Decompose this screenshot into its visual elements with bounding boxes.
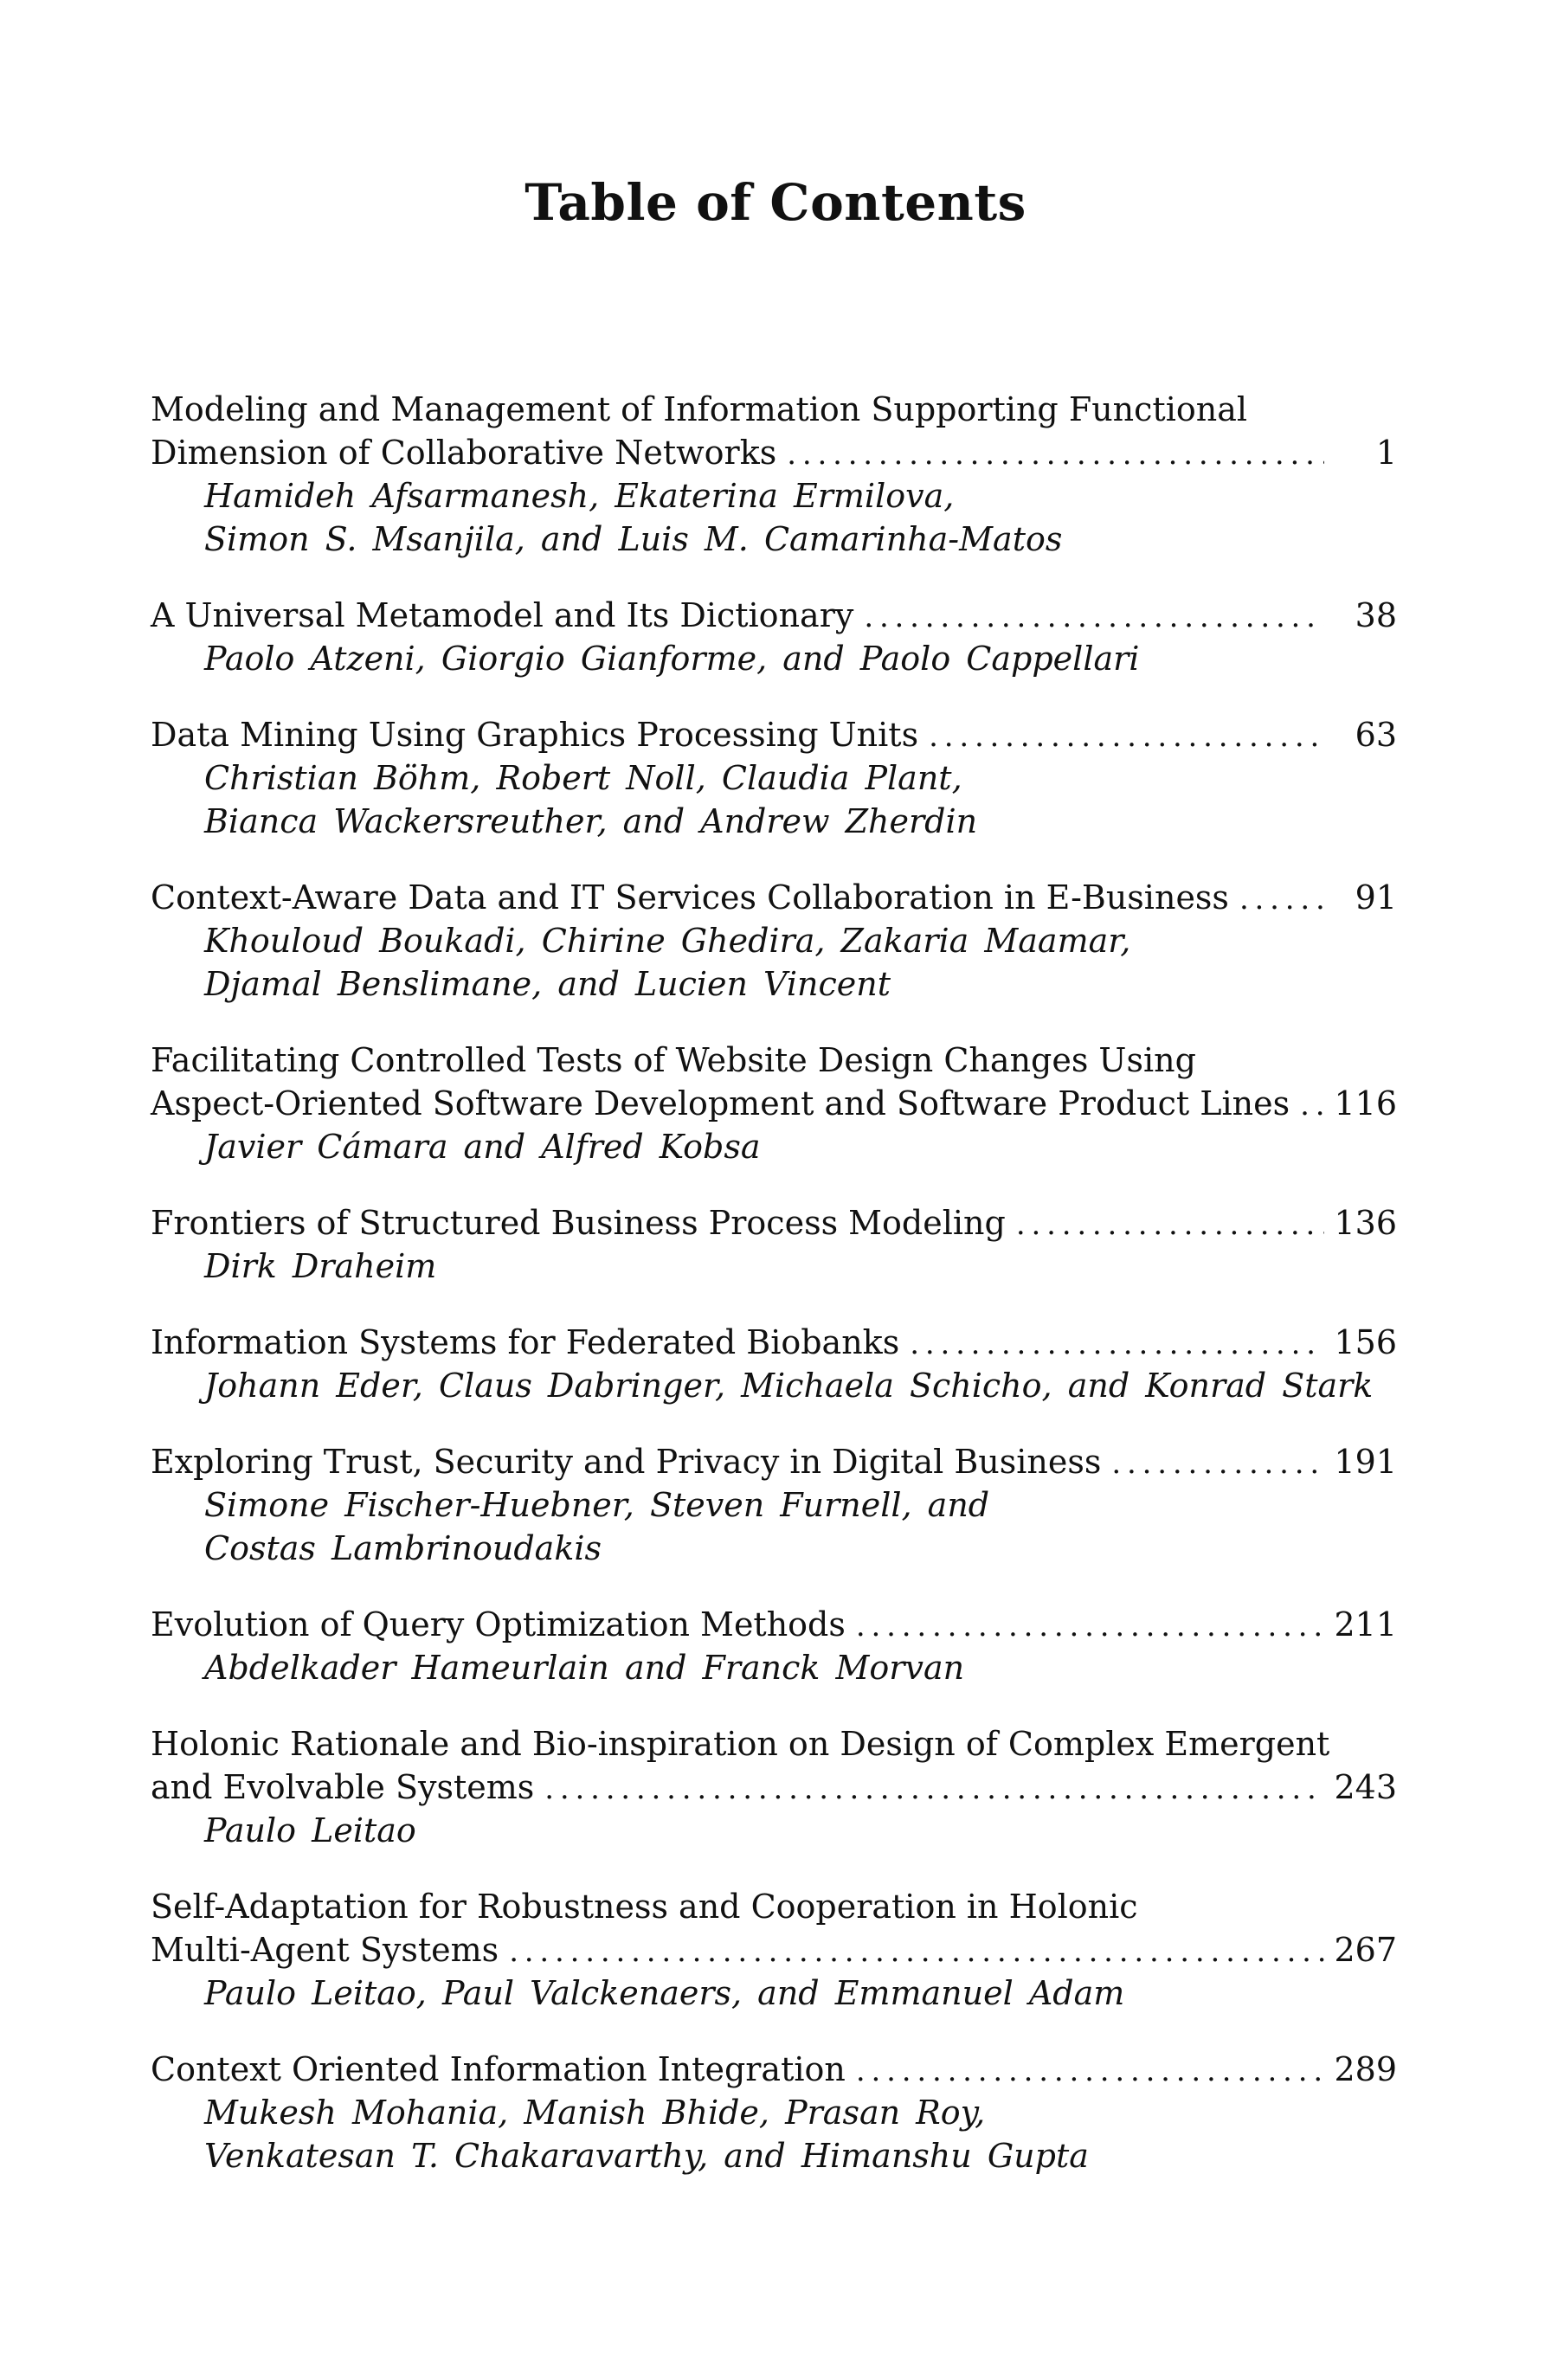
dot-leader: [918, 715, 1324, 758]
toc-page-number: 267: [1334, 1931, 1397, 1969]
dot-leader: [846, 2049, 1324, 2093]
toc-entry-title-line: [151, 1885, 1397, 1928]
toc-page-number: 136: [1334, 1204, 1397, 1242]
table-of-contents-list: [151, 388, 1397, 2210]
toc-entry-authors: Paulo Leitao, Paul Valckenaers, and Emmanuel Adam: [204, 1974, 1125, 2012]
toc-entry[interactable]: [151, 388, 1397, 561]
toc-entry-authors: Djamal Benslimane, and Lucien Vincent: [204, 965, 891, 1003]
toc-entry-title-line: [151, 1440, 1397, 1483]
toc-entry-title: A Universal Metamodel and Its Dictionary: [151, 596, 854, 634]
toc-entry-authors: Dirk Draheim: [204, 1247, 437, 1285]
toc-entry-authors: Paolo Atzeni, Giorgio Gianforme, and Paolo Cappellari: [204, 640, 1140, 678]
toc-entry[interactable]: [151, 594, 1397, 680]
toc-entry-authors: Javier Cámara and Alfred Kobsa: [204, 1128, 761, 1166]
toc-entry-title: and Evolvable Systems: [151, 1768, 535, 1806]
toc-entry[interactable]: [151, 876, 1397, 1006]
dot-leader: [899, 1322, 1324, 1366]
toc-entry-title-line: [151, 1201, 1397, 1245]
toc-entry-title-line: [151, 713, 1397, 756]
toc-page-number: 1: [1375, 434, 1397, 472]
toc-entry-title-line: [151, 1928, 1397, 1972]
toc-entry[interactable]: [151, 1321, 1397, 1407]
toc-entry-title-line: [151, 876, 1397, 919]
toc-entry[interactable]: [151, 1885, 1397, 2015]
toc-entry-title-line: [151, 1766, 1397, 1809]
toc-page-number: 211: [1334, 1605, 1397, 1643]
dot-leader: [1229, 878, 1324, 921]
toc-entry-title: Exploring Trust, Security and Privacy in Digital Business: [151, 1443, 1102, 1481]
toc-entry-title-line: [151, 1082, 1397, 1125]
toc-page-number: 116: [1334, 1084, 1397, 1122]
toc-entry-authors: Abdelkader Hameurlain and Franck Morvan: [204, 1649, 965, 1687]
toc-entry-title: Aspect-Oriented Software Development and Software Product Lines: [151, 1084, 1290, 1122]
toc-entry-title: Modeling and Management of Information Supporting Functional: [151, 390, 1248, 428]
toc-entry-title-line: [151, 1722, 1397, 1766]
toc-entry-title: Self-Adaptation for Robustness and Cooperation in Holonic: [151, 1888, 1138, 1926]
toc-entry-authors: Johann Eder, Claus Dabringer, Michaela Schicho, and Konrad Stark: [204, 1367, 1374, 1405]
toc-entry[interactable]: [151, 1722, 1397, 1852]
toc-entry[interactable]: [151, 1201, 1397, 1288]
toc-entry-title: Context-Aware Data and IT Services Collaboration in E-Business: [151, 878, 1229, 917]
toc-entry-authors: Bianca Wackersreuther, and Andrew Zherdin: [204, 802, 978, 840]
toc-page-number: 243: [1334, 1768, 1397, 1806]
toc-entry-title: Dimension of Collaborative Networks: [151, 434, 777, 472]
toc-entry-title-line: [151, 1603, 1397, 1646]
dot-leader: [499, 1930, 1324, 1973]
toc-entry-title-line: [151, 1039, 1397, 1082]
toc-entry-title-line: [151, 2048, 1397, 2091]
toc-entry-title: Holonic Rationale and Bio-inspiration on Design of Complex Emergent: [151, 1725, 1330, 1763]
page-title: Table of Contents: [525, 173, 1026, 232]
toc-entry[interactable]: [151, 1039, 1397, 1168]
toc-entry-authors: Mukesh Mohania, Manish Bhide, Prasan Roy,: [204, 2094, 986, 2132]
toc-entry-title: Evolution of Query Optimization Methods: [151, 1605, 846, 1643]
toc-entry-title-line: [151, 1321, 1397, 1364]
toc-entry-authors: Simone Fischer-Huebner, Steven Furnell, and: [204, 1486, 990, 1524]
toc-page-number: 191: [1334, 1443, 1397, 1481]
dot-leader: [776, 433, 1324, 476]
toc-entry-authors: Costas Lambrinoudakis: [204, 1529, 602, 1567]
toc-page-number: 289: [1334, 2050, 1397, 2088]
toc-entry[interactable]: [151, 1440, 1397, 1570]
toc-entry-authors: Khouloud Boukadi, Chirine Ghedira, Zakaria Maamar,: [204, 922, 1131, 960]
toc-page-number: 63: [1355, 716, 1397, 754]
toc-entry-authors: Hamideh Afsarmanesh, Ekaterina Ermilova,: [204, 477, 955, 515]
toc-entry[interactable]: [151, 713, 1397, 843]
toc-entry-title: Facilitating Controlled Tests of Website Design Changes Using: [151, 1041, 1196, 1079]
toc-entry[interactable]: [151, 1603, 1397, 1689]
toc-entry-title: Data Mining Using Graphics Processing Units: [151, 716, 919, 754]
dot-leader: [846, 1605, 1324, 1648]
toc-entry-title: Frontiers of Structured Business Process Modeling: [151, 1204, 1006, 1242]
toc-entry-title: Context Oriented Information Integration: [151, 2050, 846, 2088]
toc-entry[interactable]: [151, 2048, 1397, 2177]
toc-entry-authors: Venkatesan T. Chakaravarthy, and Himanshu Gupta: [204, 2137, 1089, 2175]
toc-entry-authors: Simon S. Msanjila, and Luis M. Camarinha-Matos: [204, 520, 1063, 558]
toc-page-number: 38: [1355, 596, 1397, 634]
toc-entry-title: Multi-Agent Systems: [151, 1931, 499, 1969]
toc-entry-authors: Christian Böhm, Robert Noll, Claudia Plant,: [204, 759, 962, 797]
dot-leader: [1006, 1203, 1324, 1246]
toc-entry-title-line: [151, 388, 1397, 431]
toc-entry-title-line: [151, 431, 1397, 474]
toc-entry-title-line: [151, 594, 1397, 637]
dot-leader: [1290, 1084, 1324, 1127]
dot-leader: [853, 595, 1324, 639]
toc-entry-title: Information Systems for Federated Biobanks: [151, 1323, 900, 1361]
dot-leader: [534, 1767, 1324, 1811]
toc-page-number: 91: [1355, 878, 1397, 917]
toc-entry-authors: Paulo Leitao: [204, 1811, 416, 1849]
dot-leader: [1101, 1442, 1324, 1485]
toc-page-number: 156: [1334, 1323, 1397, 1361]
